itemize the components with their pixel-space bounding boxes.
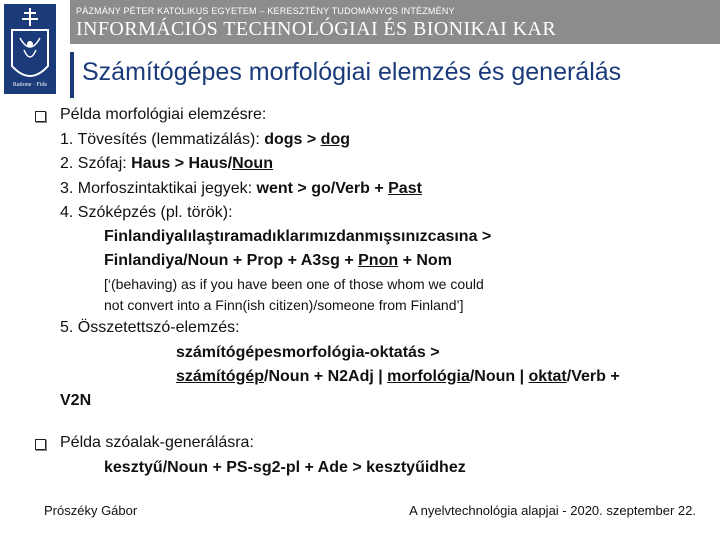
faculty-name: INFORMÁCIÓS TECHNOLÓGIAI ÉS BIONIKAI KAR: [76, 18, 557, 40]
item4-word: Finlandiyalılaştıramadıklarımızdanmışsınızcasına >: [104, 228, 492, 245]
item2-prefix: 2. Szófaj:: [60, 155, 132, 172]
item3-prefix: 3. Morfoszintaktikai jegyek:: [60, 180, 257, 197]
item4-analysis-c: + Nom: [398, 252, 452, 269]
bullet2-label: Példa szóalak-generálásra:: [60, 434, 254, 451]
item1-c: dog: [320, 131, 350, 148]
item4-analysis: [104, 252, 452, 270]
item5-e: oktat: [528, 368, 567, 385]
item3-b: Past: [388, 180, 422, 197]
item5-continuation: V2N: [60, 392, 92, 409]
crest-motto: Ratione · Fide: [12, 82, 48, 88]
item5-f: /Verb +: [566, 368, 620, 385]
item4-analysis-a: Finlandiya/Noun + Prop + A3sg +: [104, 252, 359, 269]
item2-a: Haus > Haus/: [131, 155, 233, 172]
item2-b: Noun: [232, 155, 273, 172]
footer-course: A nyelvtechnológia alapjai - 2020. szeptember 22.: [409, 503, 696, 518]
item5-prefix: 5. Összetettszó-elemzés:: [60, 319, 240, 336]
item1-a: dogs: [264, 131, 303, 148]
slide-title: Számítógépes morfológiai elemzés és generálás: [82, 58, 622, 86]
item5-b: /Noun + N2Adj |: [264, 368, 388, 385]
checkbox-bullet-icon: [35, 439, 46, 450]
item4-analysis-b: Pnon: [358, 252, 399, 269]
item4-gloss-line2: not convert into a Finn(ish citizen)/someone from Finland’]: [104, 297, 464, 313]
item3-a: went > go/Verb +: [256, 180, 389, 197]
item1-b: >: [302, 131, 321, 148]
item4-gloss-line1: [‘(behaving) as if you have been one of those whom we could: [104, 276, 484, 292]
university-name: PÁZMÁNY PÉTER KATOLIKUS EGYETEM – KERESZTÉNY TUDOMÁNYOS INTÉZMÉNY: [76, 6, 455, 16]
checkbox-bullet-icon: [35, 111, 46, 122]
footer-author: Prószéky Gábor: [44, 503, 138, 518]
item2: [60, 155, 273, 173]
item5-analysis: [176, 368, 620, 386]
item5-a: számítógép: [176, 368, 265, 385]
item3: [60, 180, 422, 198]
item4-prefix: 4. Szóképzés (pl. török):: [60, 204, 233, 221]
bullet2-example: kesztyű/Noun + PS-sg2-pl + Ade > kesztyűidhez: [104, 459, 466, 476]
item1: [60, 131, 350, 149]
item1-prefix: 1. Tövesítés (lemmatizálás):: [60, 131, 265, 148]
bullet1-label: Példa morfológiai elemzésre:: [60, 106, 267, 123]
item5-d: /Noun |: [469, 368, 529, 385]
item5-word: számítógépesmorfológia-oktatás >: [176, 344, 440, 361]
item5-c: morfológia: [387, 368, 470, 385]
